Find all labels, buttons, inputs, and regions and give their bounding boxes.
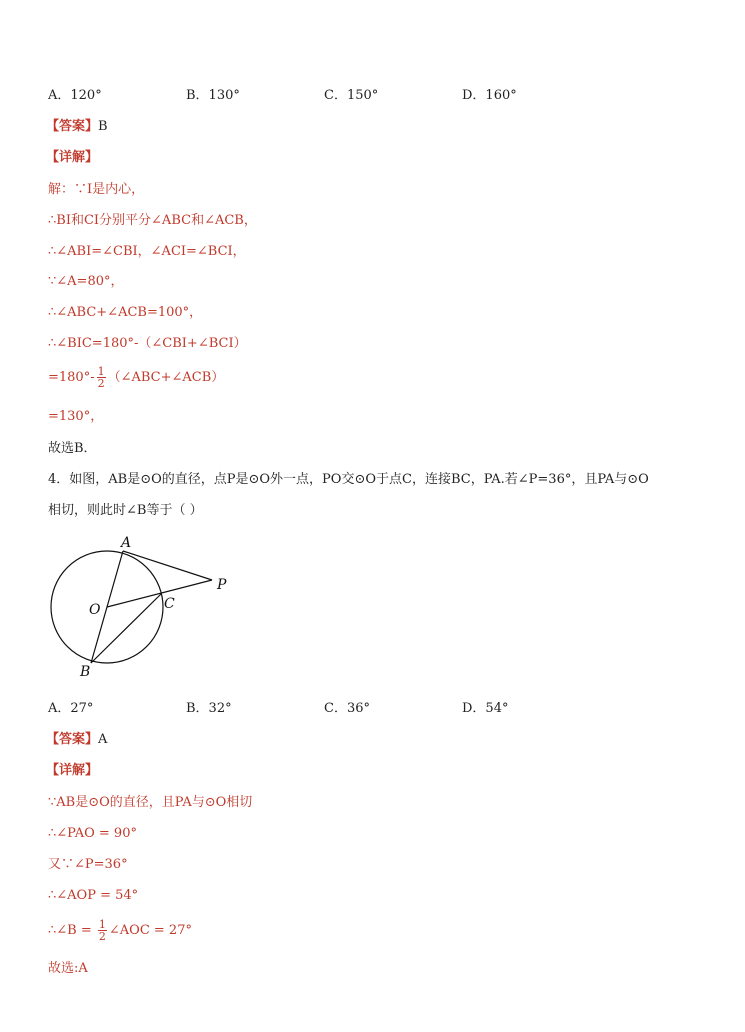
q4-stem-line-2: 相切，则此时∠B等于（ ） [48,503,203,518]
q3-option-b: B．130° [186,88,240,103]
q3-line-4: ∵∠A=80°， [48,274,124,289]
q4-option-b: B．32° [186,701,232,716]
q4-fraction-num: 1 [98,918,106,931]
q3-line-1: 解：∵I是内心， [48,182,145,197]
label-c: C [164,596,175,612]
segment-bc [91,594,161,663]
q4-line-4: ∴∠AOP = 54° [48,888,139,903]
q3-line-7-post: （∠ABC+∠ACB） [107,370,225,385]
q4-line-5-post: ∠AOC = 27° [108,923,192,938]
q4-line-3: 又∵∠P=36° [48,857,128,872]
q3-line-2: ∴BI和CI分别平分∠ABC和∠ACB， [48,213,257,228]
label-a: A [121,535,132,551]
q4-stem-line-1: 4．如图，AB是⊙O的直径，点P是⊙O外一点，PO交⊙O于点C，连接BC，PA.若∠P=36°，且PA与⊙O [48,472,649,487]
q4-line-5 [48,919,192,942]
q3-option-d: D．160° [462,88,517,103]
q3-line-6: ∴∠BIC=180°-（∠CBI+∠BCI） [48,336,247,351]
q4-line-5-pre: ∴∠B = [48,923,96,938]
label-o: O [89,602,101,618]
q3-fraction [97,366,106,389]
q4-fraction-den: 2 [98,930,106,943]
q3-line-8: =130°， [48,409,104,424]
q3-fraction-den: 2 [97,377,105,390]
q4-line-1: ∵AB是⊙O的直径，且PA与⊙O相切 [48,795,253,810]
q3-option-a: A．120° [48,88,102,103]
q3-line-7-pre: =180°- [48,370,95,385]
q4-answer [46,731,107,749]
q3-answer-value: B [98,119,108,134]
q4-option-d: D．54° [462,701,509,716]
q3-detail-label: 【详解】 [46,150,99,165]
q3-line-3: ∴∠ABI=∠CBI，∠ACI=∠BCI， [48,244,246,259]
label-p: P [217,577,227,593]
label-b: B [80,664,91,680]
q4-option-c: C．36° [324,701,370,716]
q4-fraction [98,919,107,942]
q4-answer-label: 【答案】 [46,732,99,747]
q3-answer [46,118,108,136]
q3-line-9: 故选B． [48,441,97,456]
q4-answer-value: A [98,732,108,747]
q4-option-a: A．27° [48,701,94,716]
q3-fraction-num: 1 [97,365,105,378]
q3-line-7 [48,366,224,389]
q3-line-5: ∴∠ABC+∠ACB=100°， [48,305,203,320]
q4-line-6: 故选:A [48,961,88,976]
q4-geometry-figure [40,530,240,680]
q3-answer-label: 【答案】 [46,119,99,134]
q4-line-2: ∴∠PAO = 90° [48,826,137,841]
segment-ap [123,551,212,580]
q3-option-c: C．150° [324,88,379,103]
q4-detail-label: 【详解】 [46,763,99,778]
segment-op [107,580,212,607]
